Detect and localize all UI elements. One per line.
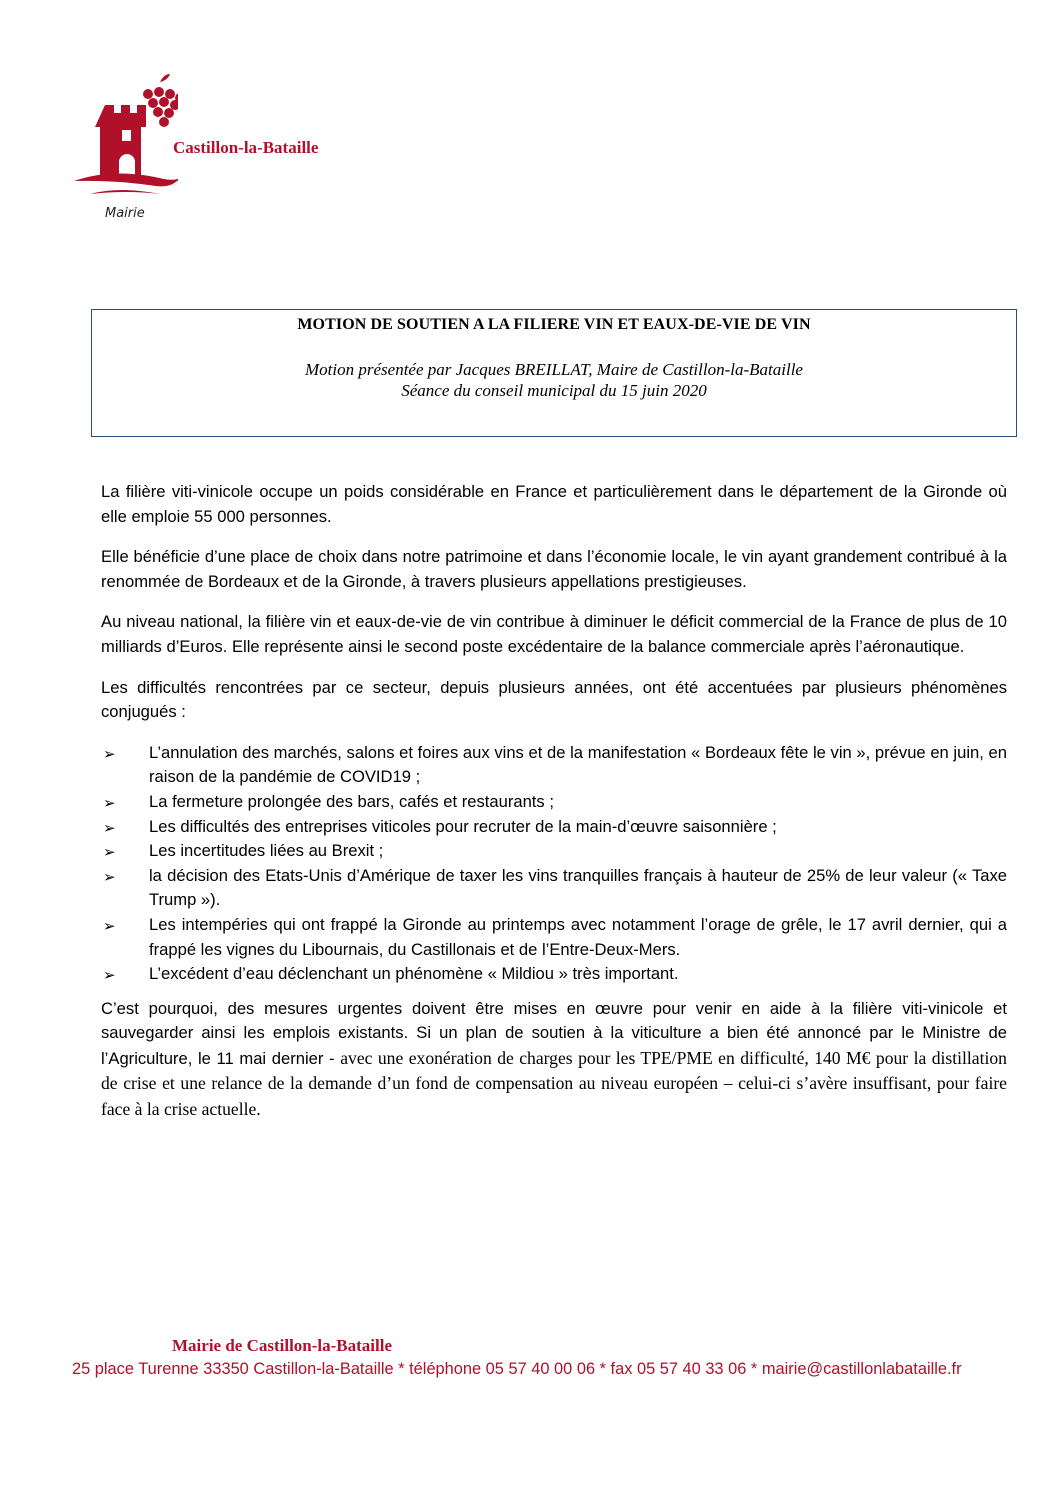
river-swoosh-icon xyxy=(74,173,178,186)
arrow-bullet-icon: ➢ xyxy=(103,818,116,837)
list-item: ➢ la décision des Etats-Unis d’Amérique de taxer les vins tranquilles français à hauteur de 25% de leur valeur (« Taxe Trump »). xyxy=(103,865,1007,910)
arrow-bullet-icon: ➢ xyxy=(103,966,116,985)
footer-contact: 25 place Turenne 33350 Castillon-la-Bataille * téléphone 05 57 40 00 06 * fax 05 57 40 33 06 * mairie@castillonlabataille.fr xyxy=(72,1360,962,1378)
grapes-icon xyxy=(143,74,178,127)
paragraph: Au niveau national, la filière vin et eaux-de-vie de vin contribue à diminuer le déficit commercial de la France de plus de 10 milliards d’Euros. Elle représente ainsi le second poste excédentaire de la balance commerciale après l’aéronautique. xyxy=(101,612,1007,656)
arrow-bullet-icon: ➢ xyxy=(103,793,116,812)
arrow-bullet-icon: ➢ xyxy=(103,744,116,763)
session-date-line: Séance du conseil municipal du 15 juin 2020 xyxy=(401,381,707,400)
arrow-bullet-icon: ➢ xyxy=(103,843,116,862)
document-title: MOTION DE SOUTIEN A LA FILIERE VIN ET EAUX-DE-VIE DE VIN xyxy=(297,316,811,333)
logo-subtitle: Mairie xyxy=(105,206,145,221)
paragraph: Elle bénéficie d’une place de choix dans notre patrimoine et dans l’économie locale, le vin ayant grandement contribué à la renommée de Bordeaux et de la Gironde, à travers plusieurs appellations prestigieuses. xyxy=(101,547,1007,591)
town-logo xyxy=(68,70,388,230)
arrow-bullet-icon: ➢ xyxy=(103,916,116,935)
closing-paragraph: C’est pourquoi, des mesures urgentes doivent être mises en œuvre pour venir en aide à la filière viti-vinicole et sauvegarder ainsi les emplois existants. Si un plan de soutien à la viticulture a bien été annoncé par le Ministre de l’Agriculture, le 11 mai dernier - avec une exonération de charges pour les TPE/PME en difficulté, 140 M€ pour la distillation de crise et une relance de la demande d’un fond de compensation au niveau européen – celui-ci s’avère insuffisant, pour faire face à la crise actuelle. xyxy=(101,998,1007,1120)
list-item: ➢ Les intempéries qui ont frappé la Gironde au printemps avec notamment l’orage de grêle, le 17 avril dernier, qui a frappé les vignes du Libournais, du Castillonais et de l’Entre-Deux-Mers. xyxy=(103,914,1007,959)
arrow-bullet-icon: ➢ xyxy=(103,867,116,886)
presenter-line: Motion présentée par Jacques BREILLAT, Maire de Castillon-la-Bataille xyxy=(305,360,803,379)
list-item: ➢ L’excédent d’eau déclenchant un phénomène « Mildiou » très important. xyxy=(149,962,1007,987)
list-item: ➢ Les incertitudes liées au Brexit ; xyxy=(149,839,1007,864)
motion-body xyxy=(101,480,1007,1139)
paragraph: Les difficultés rencontrées par ce secteur, depuis plusieurs années, ont été accentuées par plusieurs phénomènes conjugués : xyxy=(101,677,1007,722)
logo-name: Castillon-la-Bataille xyxy=(173,138,319,157)
list-item: ➢ L’annulation des marchés, salons et foires aux vins et de la manifestation « Bordeaux fête le vin », prévue en juin, en raison de la pandémie de COVID19 ; xyxy=(103,742,1007,787)
difficulties-list xyxy=(101,741,1007,987)
motion-title-box xyxy=(91,309,1017,437)
paragraph: La filière viti-vinicole occupe un poids considérable en France et particulièrement dans le département de la Gironde où elle emploie 55 000 personnes. xyxy=(101,482,1007,526)
document-subtitle xyxy=(92,359,1016,401)
list-item: ➢ La fermeture prolongée des bars, cafés et restaurants ; xyxy=(149,790,1007,815)
castle-grapes-emblem xyxy=(68,70,178,210)
footer-title: Mairie de Castillon-la-Bataille xyxy=(172,1336,393,1355)
list-item: ➢ Les difficultés des entreprises viticoles pour recruter de la main-d’œuvre saisonnière ; xyxy=(149,815,1007,840)
